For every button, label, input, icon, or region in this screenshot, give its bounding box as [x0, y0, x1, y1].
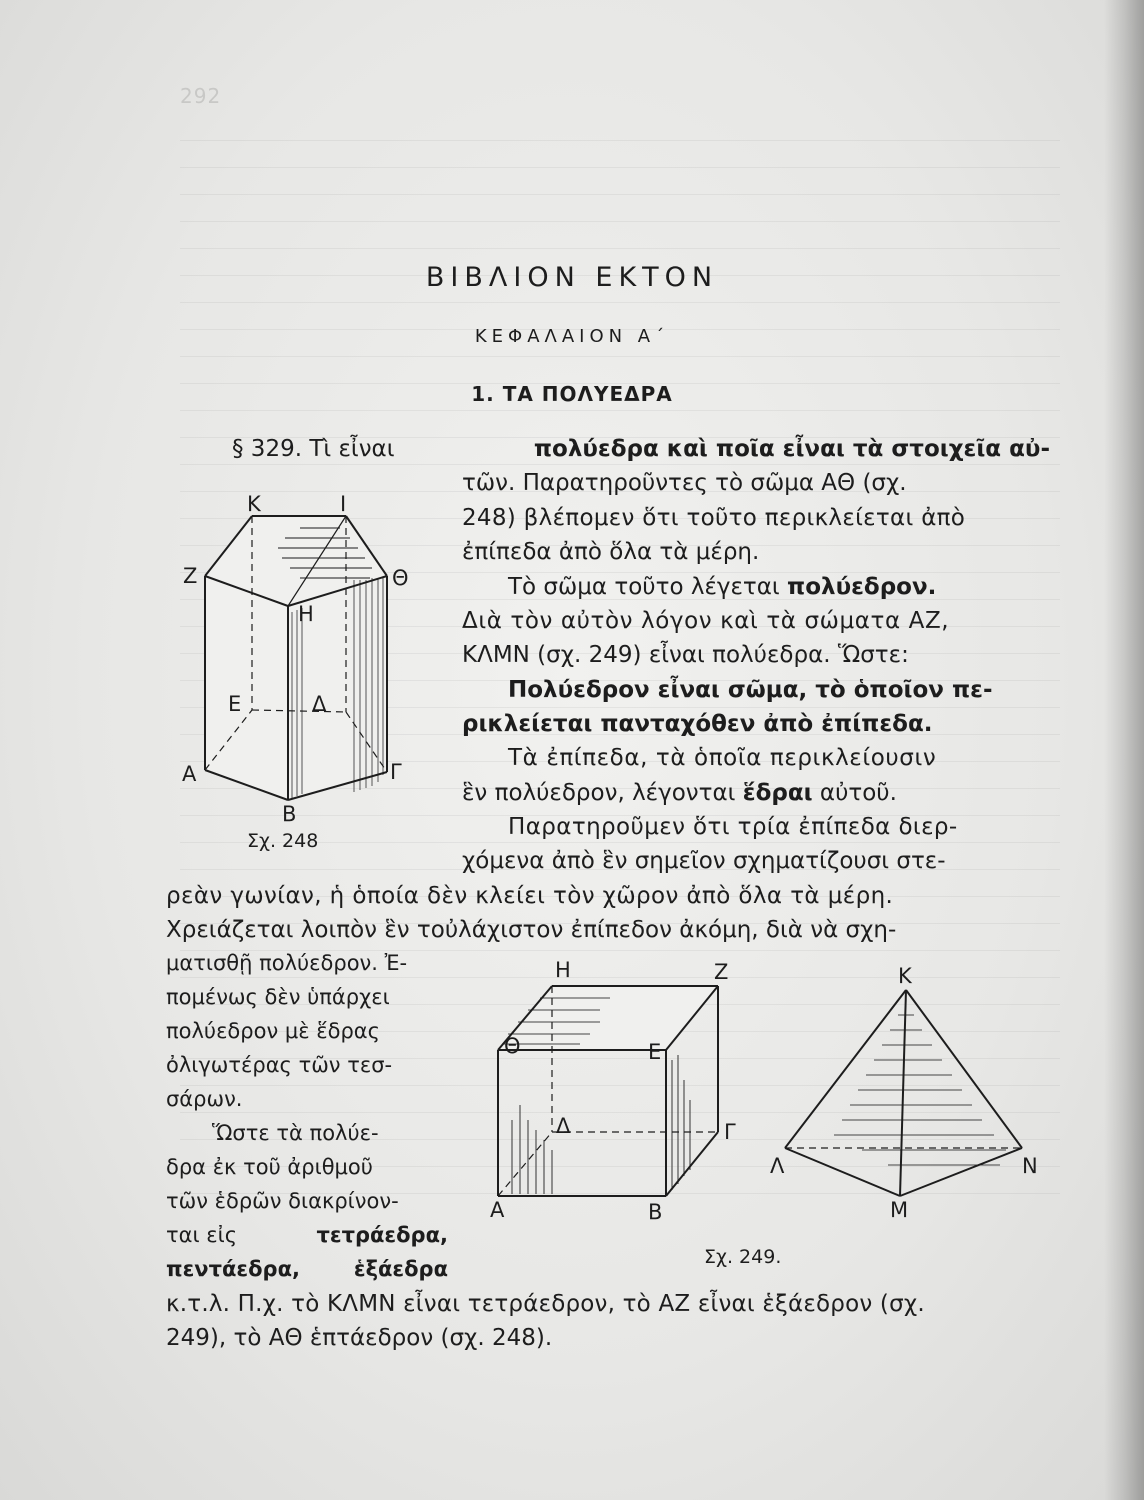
vertex-label: Ι: [340, 492, 347, 516]
section-title: 1. ΤΑ ΠΟΛΥΕΔΡΑ: [471, 382, 673, 406]
paragraph-number: § 329. Τὶ εἶναι: [232, 436, 395, 462]
text-span: τῶν. Παρατηροῦντες τὸ σῶμα ΑΘ (σχ.: [462, 470, 907, 496]
vertex-label: Γ: [390, 760, 402, 784]
text-line: πομένως δὲν ὑπάρχει: [166, 985, 390, 1009]
defined-term: πεντάεδρα,: [166, 1257, 300, 1281]
definition-line: ρικλείεται πανταχόθεν ἀπὸ ἐπίπεδα.: [462, 711, 933, 737]
vertex-label: Γ: [724, 1120, 736, 1144]
text-line: Παρατηροῦμεν ὅτι τρία ἐπίπεδα διερ-: [508, 814, 958, 840]
text-line: ΚΛΜΝ (σχ. 249) εἶναι πολύεδρα. Ὥστε:: [462, 642, 909, 668]
defined-term: τετράεδρα,: [316, 1223, 448, 1247]
text-line: τῶν ἑδρῶν διακρίνον-: [166, 1189, 399, 1213]
vertex-label: Ζ: [183, 564, 198, 588]
text-span: Τὸ σῶμα τοῦτο λέγεται: [508, 574, 780, 600]
chapter-title: ΚΕΦΑΛΑΙΟΝ Α΄: [474, 326, 670, 347]
vertex-label: Ζ: [714, 960, 729, 984]
text-span: αὐτοῦ.: [819, 780, 897, 806]
text-line: χόμενα ἀπὸ ἓν σημεῖον σχηματίζουσι στε-: [462, 848, 946, 874]
text-span: ἓν πολύεδρον, λέγονται: [462, 780, 736, 806]
text-line: ἐπίπεδα ἀπὸ ὅλα τὰ μέρη.: [462, 539, 760, 565]
text-line: ὀλιγωτέρας τῶν τεσ-: [166, 1053, 393, 1077]
figure-caption: Σχ. 249.: [704, 1246, 782, 1268]
figure-caption: Σχ. 248: [247, 830, 319, 852]
text-line: σάρων.: [166, 1087, 243, 1111]
text-line: Ὥστε τὰ πολύε-: [212, 1121, 379, 1145]
vertex-label: Β: [282, 802, 297, 826]
text-line: Διὰ τὸν αὐτὸν λόγον καὶ τὰ σώματα ΑΖ,: [462, 608, 950, 634]
vertex-label: Α: [182, 762, 197, 786]
vertex-label: Μ: [890, 1198, 909, 1222]
defined-term: πολύεδρον.: [787, 574, 937, 600]
vertex-label: Ε: [228, 692, 242, 716]
page-number: 292: [180, 84, 222, 108]
book-title: ΒΙΒΛΙΟΝ ΕΚΤΟΝ: [425, 262, 719, 293]
vertex-label: Β: [648, 1200, 663, 1224]
text-line: δρα ἐκ τοῦ ἀριθμοῦ: [166, 1155, 373, 1179]
vertex-label: Δ: [312, 692, 327, 716]
text-line: πολύεδρον μὲ ἕδρας: [166, 1019, 380, 1043]
defined-term: ἑξάεδρα: [353, 1257, 448, 1281]
text-line: ματισθῇ πολύεδρον. Ἐ-: [166, 951, 408, 975]
text-line: 248) βλέπομεν ὅτι τοῦτο περικλείεται ἀπὸ: [462, 505, 966, 531]
text-span: ται εἰς: [166, 1223, 238, 1247]
vertex-label: Θ: [392, 566, 409, 590]
definition-line: Πολύεδρον εἶναι σῶμα, τὸ ὁποῖον πε-: [508, 677, 993, 703]
text-line: ρεὰν γωνίαν, ἡ ὁποία δὲν κλείει τὸν χῶρον ἀπὸ ὅλα τὰ μέρη.: [166, 883, 894, 909]
vertex-label: Κ: [247, 492, 261, 516]
defined-term: ἕδραι: [742, 780, 813, 806]
question-heading: πολύεδρα καὶ ποῖα εἶναι τὰ στοιχεῖα αὐ-: [533, 436, 1050, 462]
text-line: 249), τὸ ΑΘ ἑπτάεδρον (σχ. 248).: [166, 1325, 553, 1351]
text-line: Τὰ ἐπίπεδα, τὰ ὁποῖα περικλείουσιν: [508, 745, 937, 771]
vertex-label: Η: [298, 602, 314, 626]
vertex-label: Δ: [556, 1114, 571, 1138]
vertex-label: Θ: [504, 1034, 521, 1058]
vertex-label: Α: [490, 1198, 505, 1222]
text-line: Χρειάζεται λοιπὸν ἓν τοὐλάχιστον ἐπίπεδον ἀκόμη, διὰ νὰ σχη-: [166, 917, 897, 943]
vertex-label: Ε: [648, 1040, 662, 1064]
vertex-label: Η: [555, 958, 571, 982]
vertex-label: Κ: [898, 964, 912, 988]
vertex-label: Ν: [1022, 1154, 1038, 1178]
vertex-label: Λ: [770, 1154, 785, 1178]
text-line: κ.τ.λ. Π.χ. τὸ ΚΛΜΝ εἶναι τετράεδρον, τὸ ΑΖ εἶναι ἑξάεδρον (σχ.: [166, 1291, 925, 1317]
